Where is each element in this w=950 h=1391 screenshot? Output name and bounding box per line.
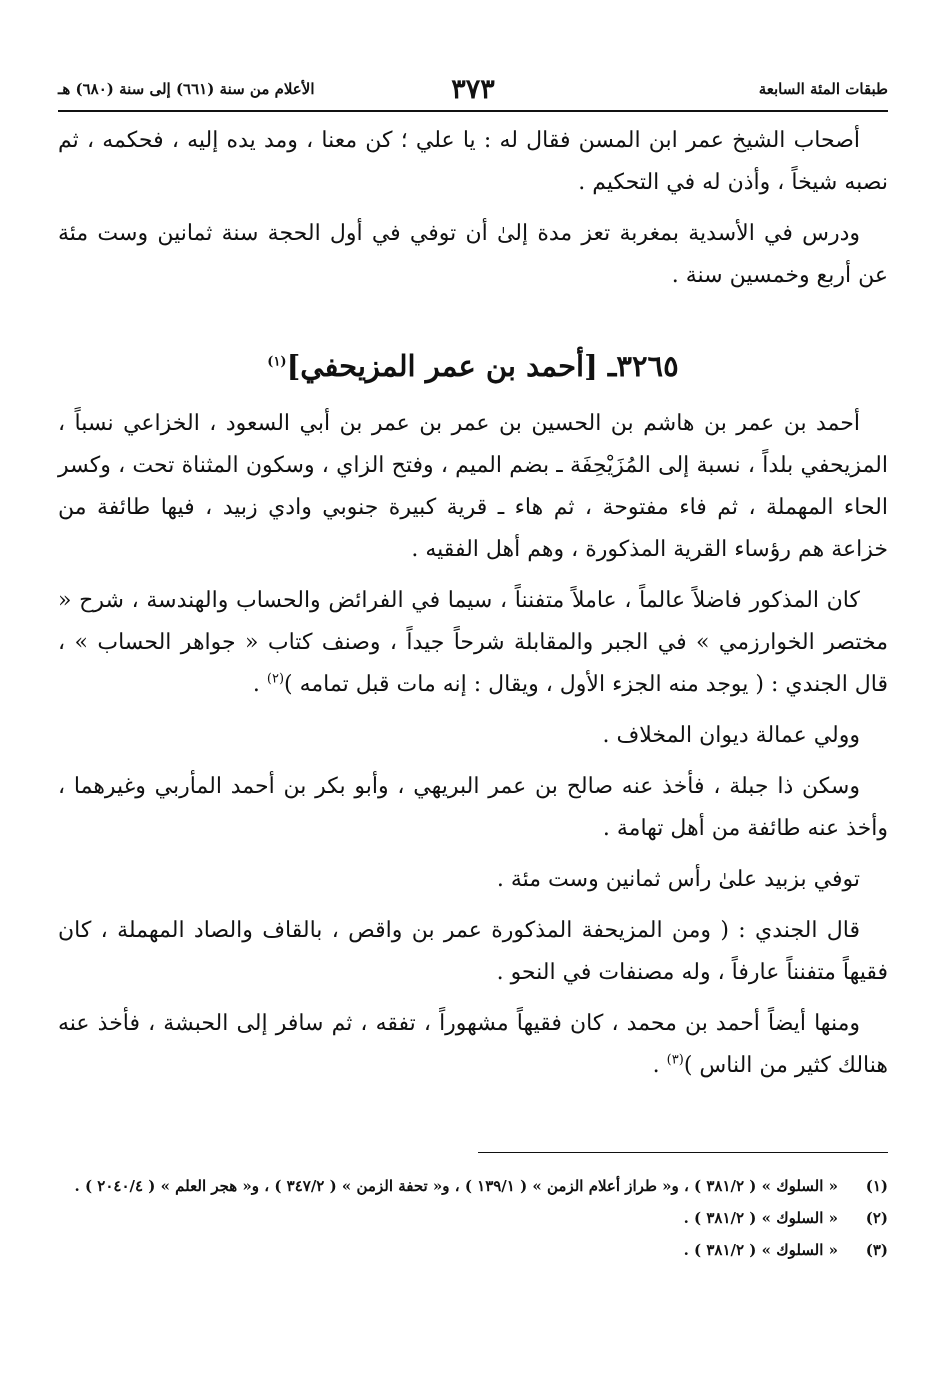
running-header [58,70,888,112]
footnote-ref: (٣) [666,1052,684,1068]
paragraph-end: . [252,672,267,697]
paragraph [58,1003,888,1087]
footnote-item [58,1236,888,1264]
footnote-item [58,1172,888,1200]
footnote-number: (١) [865,1177,888,1195]
footnote-item [58,1204,888,1232]
header-section-title: طبقات المئة السابعة [758,80,888,98]
paragraph: ودرس في الأسدية بمغربة تعز مدة إلىٰ أن توفي في أول الحجة سنة ثمانين وست مئة عن أربع وخمسين سنة . [58,221,888,288]
paragraph: قال الجندي : ( ومن المزيحفة المذكورة عمر بن واقص ، بالقاف والصاد المهملة ، كان فقيهاً متفنناً عارفاً ، وله مصنفات في النحو . [58,918,888,985]
paragraph: وولي عمالة ديوان المخلاف . [602,723,860,748]
paragraph-text: كان المذكور فاضلاً عالماً ، عاملاً متفنناً ، سيما في الفرائض والحساب والهندسة ، شرح « مختصر الخوارزمي » في الجبر والمقابلة شرحاً جيداً ، وصنف كتاب « جواهر الحساب » ، قال الجندي : ( يوجد منه الجزء الأول ، ويقال : إنه مات قبل تمامه ) [58,588,888,697]
footnote-number: (٢) [865,1209,888,1227]
paragraph-text: ومنها أيضاً أحمد بن محمد ، كان فقيهاً مشهوراً ، تفقه ، ثم سافر إلى الحبشة ، فأخذ عنه هنالك كثير من الناس ) [58,1011,888,1078]
footnote-ref: (٢) [266,671,285,687]
footnote-text: « السلوك » ( ٣٨١/٢ ) ، و« طراز أعلام الزمن » ( ١٣٩/١ ) ، و« تحفة الزمن » ( ٣٤٧/٢ ) ، و« هجر العلم » ( ٢٠٤٠/٤ ) . [74,1177,838,1195]
paragraph: أحمد بن عمر بن هاشم بن الحسين بن عمر بن عمر بن أبي السعود ، الخزاعي نسباً ، المزيحفي بلداً ، نسبة إلى المُزَيْحِفَة ـ بضم الميم ، وفتح الزاي ، وسكون المثناة تحت ، وكسر الحاء المهملة ، ثم فاء مفتوحة ، ثم هاء ـ قرية كبيرة جنوبي وادي زبيد ، فيها طائفة من خزاعة هم رؤساء القرية المذكورة ، وهم أهل الفقيه . [58,411,888,562]
footnote-divider [478,1152,888,1153]
footnote-number: (٣) [865,1241,888,1259]
paragraph [58,580,888,706]
paragraph: توفي بزبيد علىٰ رأس ثمانين وست مئة . [496,867,860,892]
paragraph: وسكن ذا جبلة ، فأخذ عنه صالح بن عمر البريهي ، وأبو بكر بن أحمد المأربي وغيرهما ، وأخذ عنه طائفة من أهل تهامة . [58,774,888,841]
footnote-text: « السلوك » ( ٣٨١/٢ ) . [683,1209,838,1227]
footnote-text: « السلوك » ( ٣٨١/٢ ) . [683,1241,838,1259]
page-number: ٣٧٣ [451,74,495,105]
paragraph-end: . [652,1053,667,1078]
footnote-ref: (١) [267,354,287,370]
entry-title [58,341,888,391]
entry-title-text: ٣٢٦٥ـ [أحمد بن عمر المزيحفي] [286,349,679,383]
main-text [58,120,888,1096]
footnotes [58,1172,888,1268]
paragraph: أصحاب الشيخ عمر ابن المسن فقال له : يا علي ؛ كن معنا ، ومد يده إليه ، فحكمه ، ثم نصبه شيخاً ، وأذن له في التحكيم . [58,128,888,195]
header-period: الأعلام من سنة (٦٦١) إلى سنة (٦٨٠) هـ [58,80,315,98]
